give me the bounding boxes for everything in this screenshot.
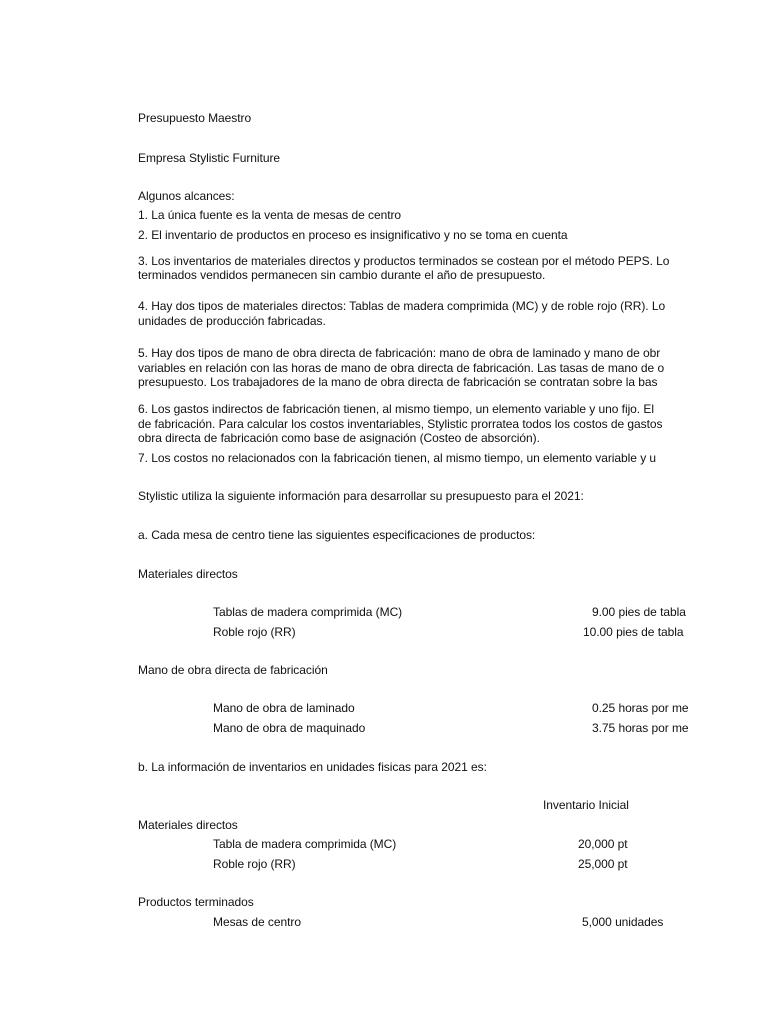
labor-heading: Mano de obra directa de fabricación — [138, 663, 328, 677]
scope-item: 3. Los inventarios de materiales directos y productos terminados se costean por el método PEPS. Lo — [138, 254, 670, 268]
scope-item: variables en relación con las horas de mano de obra directa de fabricación. Las tasas de mano de o — [138, 361, 665, 375]
scope-item: 2. El inventario de productos en proceso es insignificativo y no se toma en cuenta — [138, 228, 568, 242]
company-name: Empresa Stylistic Furniture — [138, 151, 281, 165]
material-label: Tablas de madera comprimida (MC) — [213, 605, 403, 619]
inventory-label: Tabla de madera comprimida (MC) — [213, 837, 397, 851]
scope-item: terminados vendidos permanecen sin cambio durante el año de presupuesto. — [138, 268, 546, 282]
labor-label: Mano de obra de maquinado — [213, 721, 366, 735]
scope-item: obra directa de fabricación como base de asignación (Costeo de absorción). — [138, 431, 540, 445]
document-title: Presupuesto Maestro — [138, 111, 252, 125]
section-a-heading: a. Cada mesa de centro tiene las siguientes especificaciones de productos: — [138, 528, 536, 542]
scope-item: unidades de producción fabricadas. — [138, 314, 326, 328]
inventory-column-header: Inventario Inicial — [543, 798, 629, 812]
scope-item: 4. Hay dos tipos de materiales directos: Tablas de madera comprimida (MC) y de roble rojo (RR). Lo — [138, 299, 666, 313]
scope-item: presupuesto. Los trabajadores de la mano de obra directa de fabricación se contratan sobre la bas — [138, 375, 658, 389]
material-value: 9.00 pies de tabla — [592, 605, 686, 619]
labor-value: 0.25 horas por me — [592, 701, 689, 715]
inventory-value: 5,000 unidades — [582, 915, 664, 929]
labor-label: Mano de obra de laminado — [213, 701, 355, 715]
scope-item: 7. Los costos no relacionados con la fabricación tienen, al mismo tiempo, un elemento variable y u — [138, 451, 657, 465]
scope-item: 1. La única fuente es la venta de mesas de centro — [138, 208, 402, 222]
intro-text: Stylistic utiliza la siguiente información para desarrollar su presupuesto para el 2021: — [138, 489, 584, 503]
products-heading: Productos terminados — [138, 895, 254, 909]
inventory-label: Mesas de centro — [213, 915, 301, 929]
material-label: Roble rojo (RR) — [213, 625, 296, 639]
scope-item: de fabricación. Para calcular los costos inventariables, Stylistic prorratea todos los costos de gastos — [138, 417, 663, 431]
inventory-materials-heading: Materiales directos — [138, 818, 238, 832]
inventory-label: Roble rojo (RR) — [213, 857, 296, 871]
inventory-value: 20,000 pt — [578, 837, 628, 851]
section-b-heading: b. La información de inventarios en unidades fisicas para 2021 es: — [138, 760, 487, 774]
scope-item: 5. Hay dos tipos de mano de obra directa de fabricación: mano de obra de laminado y mano de obr — [138, 346, 661, 360]
materials-heading: Materiales directos — [138, 567, 238, 581]
scope-item: 6. Los gastos indirectos de fabricación tienen, al mismo tiempo, un elemento variable y uno fijo. El — [138, 402, 654, 416]
inventory-value: 25,000 pt — [578, 857, 628, 871]
material-value: 10.00 pies de tabla — [583, 625, 684, 639]
scope-heading: Algunos alcances: — [138, 189, 235, 203]
labor-value: 3.75 horas por me — [592, 721, 689, 735]
